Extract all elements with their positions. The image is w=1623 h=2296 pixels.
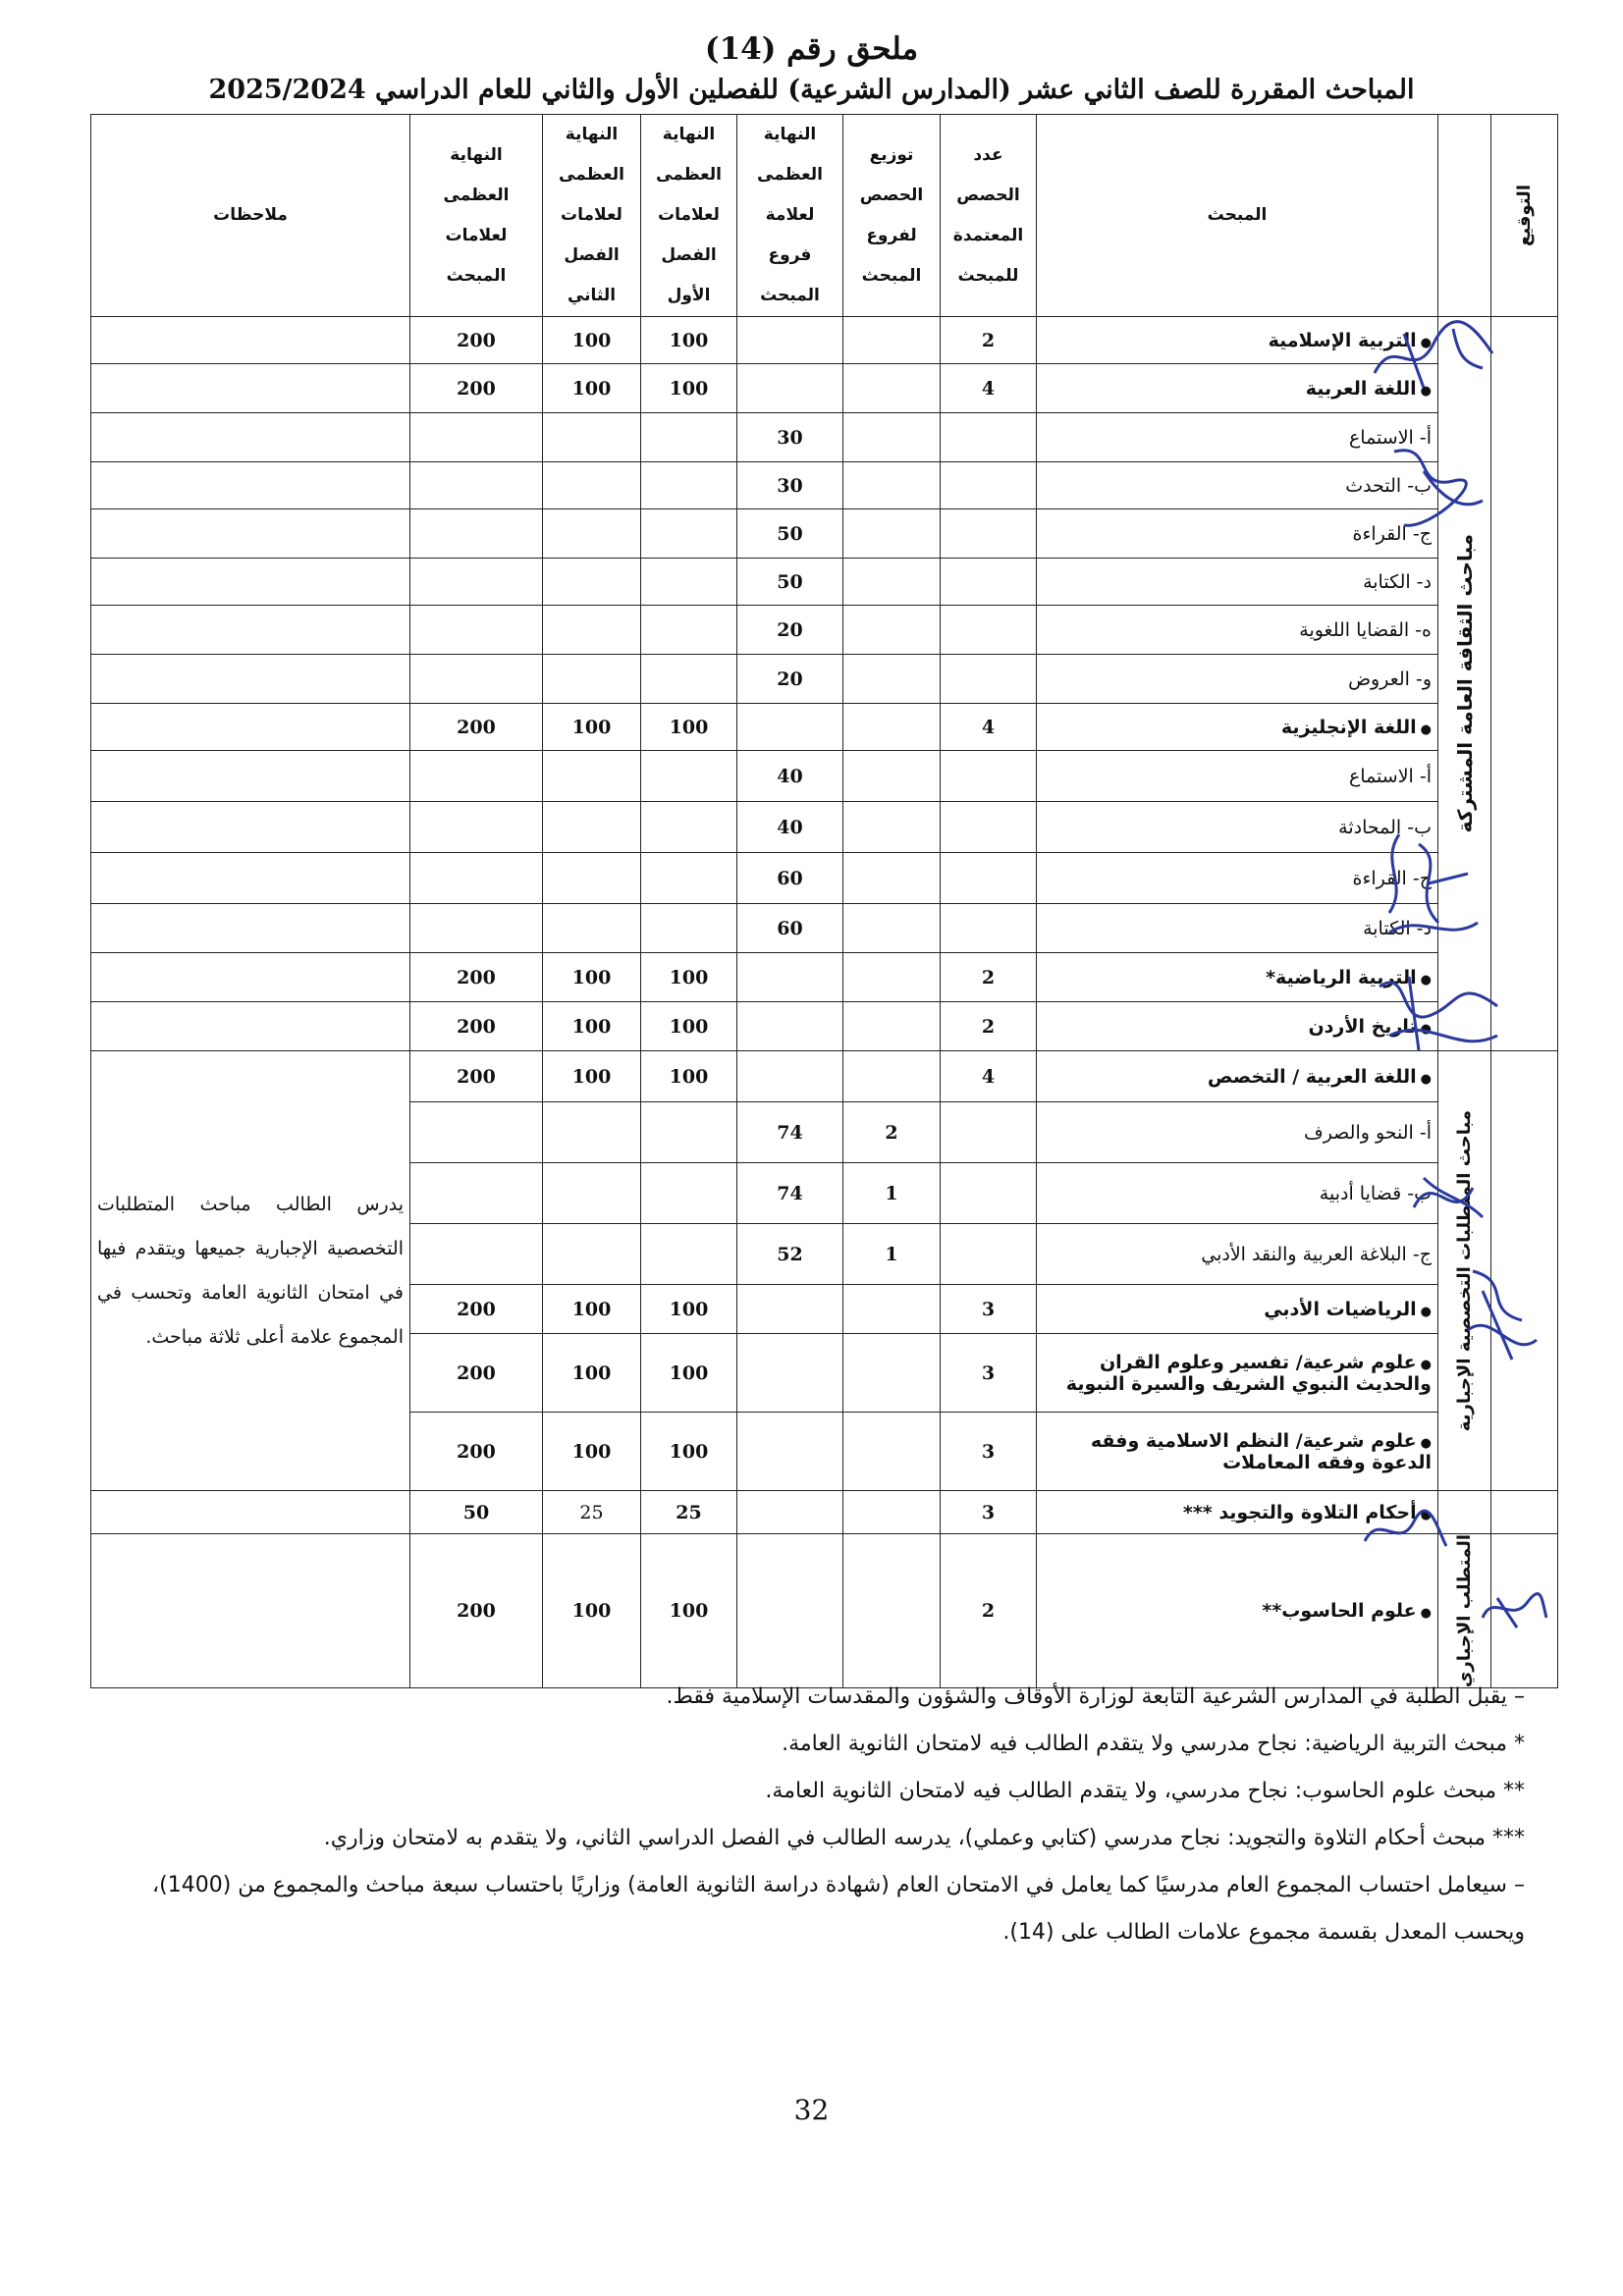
- branch-max-cell: 30: [737, 413, 843, 462]
- footnote: *** مبحث أحكام التلاوة والتجويد: نجاح مدرسي (كتابي وعملي)، يدرسه الطالب في الفصل الدراسي الثاني، ولا يتقدم به لامتحان وزاري.: [323, 1826, 1525, 1850]
- subject-max-cell: 50: [410, 1491, 543, 1534]
- periods-cell: [941, 606, 1037, 655]
- header-periods: عدد الحصص المعتمدة للمبحث: [941, 115, 1037, 317]
- table-row: [91, 1002, 1558, 1051]
- footnote: ** مبحث علوم الحاسوب: نجاح مدرسي، ولا يتقدم الطالب فيه لامتحان الثانوية العامة.: [765, 1779, 1525, 1803]
- distribution-cell: [843, 317, 941, 364]
- sem2-max-cell: [543, 606, 641, 655]
- sem1-max-cell: 100: [641, 317, 737, 364]
- sem1-max-cell: [641, 655, 737, 704]
- subject-label: ج- القراءة: [1352, 522, 1432, 545]
- subject-name: [1037, 1491, 1438, 1534]
- branch-name: [1037, 751, 1438, 802]
- table-row: [91, 317, 1558, 364]
- distribution-cell: [843, 802, 941, 853]
- subject-max-cell: 200: [410, 317, 543, 364]
- subject-label: علوم شرعية/ النظم الاسلامية وفقه الدعوة وفقه المعاملات: [1090, 1429, 1432, 1473]
- sem1-max-cell: 100: [641, 704, 737, 751]
- branch-name: [1037, 655, 1438, 704]
- distribution-cell: [843, 655, 941, 704]
- sem2-max-cell: 100: [543, 1534, 641, 1688]
- notes-cell: [91, 953, 410, 1002]
- distribution-cell: 2: [843, 1102, 941, 1163]
- distribution-cell: [843, 1491, 941, 1534]
- table-row: [91, 1534, 1558, 1688]
- header-sem1-max: النهاية العظمى لعلامات الفصل الأول: [641, 115, 737, 317]
- table-row: [91, 364, 1558, 413]
- group-text: مباحث الثقافة العامة المشتركة: [1452, 534, 1477, 833]
- branch-name: [1037, 559, 1438, 606]
- distribution-cell: [843, 953, 941, 1002]
- branch-max-cell: 74: [737, 1102, 843, 1163]
- branch-max-cell: [737, 364, 843, 413]
- periods-cell: [941, 853, 1037, 904]
- subjects-table: [90, 114, 1558, 1688]
- branch-name: [1037, 1163, 1438, 1224]
- sem1-max-cell: [641, 606, 737, 655]
- sem2-max-cell: [543, 1163, 641, 1224]
- subject-name: [1037, 317, 1438, 364]
- branch-max-cell: [737, 317, 843, 364]
- sem1-max-cell: [641, 413, 737, 462]
- group-label-general: [1438, 317, 1491, 1051]
- distribution-cell: [843, 853, 941, 904]
- distribution-cell: [843, 904, 941, 953]
- header-subject-max: النهاية العظمى لعلامات المبحث: [410, 115, 543, 317]
- subject-max-cell: 200: [410, 1413, 543, 1491]
- notes-cell: [91, 606, 410, 655]
- branch-max-cell: 40: [737, 802, 843, 853]
- subject-max-cell: 200: [410, 1334, 543, 1413]
- sem2-max-cell: 100: [543, 953, 641, 1002]
- subject-max-cell: [410, 1224, 543, 1285]
- periods-cell: 2: [941, 1534, 1037, 1688]
- notes-cell: [91, 853, 410, 904]
- sem2-max-cell: [543, 655, 641, 704]
- subject-max-cell: [410, 904, 543, 953]
- bullet-icon: ●: [1420, 1304, 1432, 1319]
- subject-label: علوم الحاسوب**: [1262, 1600, 1417, 1623]
- group-cell: [1438, 1491, 1491, 1534]
- notes-specialized: يدرس الطالب مباحث المتطلبات التخصصية الإجبارية جميعها ويتقدم فيها في امتحان الثانوية العامة وتحسب في المجموع علامة أعلى ثلاثة مباحث.: [91, 1051, 410, 1491]
- branch-max-cell: [737, 1491, 843, 1534]
- subject-label: ب- قضايا أدبية: [1319, 1182, 1432, 1204]
- sem1-max-cell: [641, 559, 737, 606]
- subject-max-cell: 200: [410, 1051, 543, 1102]
- branch-max-cell: 74: [737, 1163, 843, 1224]
- sem2-max-cell: 100: [543, 704, 641, 751]
- subject-max-cell: 200: [410, 364, 543, 413]
- bullet-icon: ●: [1420, 335, 1432, 350]
- branch-name: [1037, 462, 1438, 509]
- subject-max-cell: 200: [410, 1002, 543, 1051]
- periods-cell: [941, 509, 1037, 559]
- subject-label: أحكام التلاوة والتجويد ***: [1182, 1501, 1417, 1523]
- periods-cell: 3: [941, 1491, 1037, 1534]
- sem2-max-cell: 100: [543, 1334, 641, 1413]
- sem1-max-cell: [641, 1163, 737, 1224]
- subject-name: [1037, 1285, 1438, 1334]
- distribution-cell: [843, 1413, 941, 1491]
- bullet-icon: ●: [1420, 1021, 1432, 1037]
- table-row: [91, 904, 1558, 953]
- sem1-max-cell: [641, 802, 737, 853]
- group-label-mandatory: [1438, 1534, 1491, 1688]
- periods-cell: [941, 751, 1037, 802]
- bullet-icon: ●: [1420, 1606, 1432, 1622]
- distribution-cell: [843, 1334, 941, 1413]
- sem2-max-cell: [543, 509, 641, 559]
- sem1-max-cell: 100: [641, 364, 737, 413]
- subject-max-cell: [410, 1163, 543, 1224]
- sem2-max-cell: [543, 559, 641, 606]
- subject-label: ه- القضايا اللغوية: [1299, 618, 1432, 641]
- subject-label: الرياضيات الأدبي: [1264, 1298, 1417, 1320]
- subject-label: ج- البلاغة العربية والنقد الأدبي: [1201, 1243, 1432, 1265]
- sem2-max-cell: 100: [543, 364, 641, 413]
- periods-cell: 3: [941, 1413, 1037, 1491]
- subject-max-cell: [410, 462, 543, 509]
- subject-name: [1037, 1002, 1438, 1051]
- sem1-max-cell: 100: [641, 1534, 737, 1688]
- bullet-icon: ●: [1420, 1507, 1432, 1522]
- periods-cell: 3: [941, 1334, 1037, 1413]
- branch-max-cell: 30: [737, 462, 843, 509]
- branch-max-cell: 60: [737, 853, 843, 904]
- bullet-icon: ●: [1420, 383, 1432, 399]
- sem2-max-cell: 100: [543, 1002, 641, 1051]
- table-row: [91, 953, 1558, 1002]
- subject-label: أ- الاستماع: [1348, 426, 1432, 449]
- subject-label: ب- التحدث: [1345, 474, 1432, 497]
- subject-label: التربية الإسلامية: [1268, 329, 1417, 351]
- table-row: [91, 1491, 1558, 1534]
- group-text: المتطلب الإجباري: [1454, 1534, 1475, 1688]
- subject-label: علوم شرعية/ تفسير وعلوم القران والحديث النبوي الشريف والسيرة النبوية: [1065, 1351, 1432, 1395]
- notes-cell: [91, 317, 410, 364]
- sem2-max-cell: 100: [543, 317, 641, 364]
- subject-label: ب- المحادثة: [1338, 816, 1432, 838]
- notes-cell: [91, 413, 410, 462]
- header-branch-max: النهاية العظمى لعلامة فروع المبحث: [737, 115, 843, 317]
- notes-cell: [91, 802, 410, 853]
- periods-cell: [941, 655, 1037, 704]
- branch-max-cell: [737, 704, 843, 751]
- branch-max-cell: [737, 1051, 843, 1102]
- subject-max-cell: 200: [410, 704, 543, 751]
- distribution-cell: [843, 413, 941, 462]
- header-notes: ملاحظات: [91, 115, 410, 317]
- branch-name: [1037, 904, 1438, 953]
- subject-name: [1037, 1413, 1438, 1491]
- page-subtitle: المباحث المقررة للصف الثاني عشر (المدارس الشرعية) للفصلين الأول والثاني للعام الدراسي 2025/2024: [208, 75, 1415, 105]
- periods-cell: [941, 904, 1037, 953]
- subject-max-cell: [410, 853, 543, 904]
- sem2-max-cell: [543, 413, 641, 462]
- sem2-max-cell: [543, 802, 641, 853]
- branch-max-cell: [737, 1002, 843, 1051]
- distribution-cell: [843, 1285, 941, 1334]
- subject-label: د- الكتابة: [1363, 570, 1432, 593]
- sem1-max-cell: [641, 751, 737, 802]
- table-row: [91, 509, 1558, 559]
- branch-max-cell: [737, 1334, 843, 1413]
- periods-cell: 4: [941, 704, 1037, 751]
- subject-name: [1037, 1534, 1438, 1688]
- sem1-max-cell: [641, 509, 737, 559]
- subject-max-cell: 200: [410, 1285, 543, 1334]
- distribution-cell: [843, 559, 941, 606]
- table-row: [91, 853, 1558, 904]
- branch-max-cell: [737, 1413, 843, 1491]
- footnote: – يقبل الطلبة في المدارس الشرعية التابعة لوزارة الأوقاف والشؤون والمقدسات الإسلامية فقط.: [666, 1684, 1525, 1709]
- header-sem2-max: النهاية العظمى لعلامات الفصل الثاني: [543, 115, 641, 317]
- branch-max-cell: 40: [737, 751, 843, 802]
- notes-cell: [91, 904, 410, 953]
- header-signature: التوقيع: [1491, 115, 1558, 317]
- subject-max-cell: 200: [410, 1534, 543, 1688]
- subject-name: [1037, 364, 1438, 413]
- sem1-max-cell: [641, 1224, 737, 1285]
- sem2-max-cell: [543, 853, 641, 904]
- bullet-icon: ●: [1420, 1357, 1432, 1372]
- sem1-max-cell: [641, 1102, 737, 1163]
- sem1-max-cell: 100: [641, 1051, 737, 1102]
- sem2-max-cell: [543, 1224, 641, 1285]
- subject-name: [1037, 1051, 1438, 1102]
- group-text: مباحث المتطلبات التخصصية الإجبارية: [1454, 1109, 1475, 1432]
- periods-cell: 4: [941, 1051, 1037, 1102]
- distribution-cell: [843, 509, 941, 559]
- annex-title: ملحق رقم (14): [704, 31, 919, 67]
- footnotes: [91, 1674, 1525, 1956]
- sem2-max-cell: 100: [543, 1051, 641, 1102]
- subject-label: ج- القراءة: [1352, 867, 1432, 889]
- subject-label: د- الكتابة: [1363, 917, 1432, 939]
- notes-cell: [91, 1534, 410, 1688]
- periods-cell: [941, 462, 1037, 509]
- sem2-max-cell: 100: [543, 1285, 641, 1334]
- signature-cell: [1491, 317, 1558, 1051]
- sem1-max-cell: 100: [641, 953, 737, 1002]
- sem1-max-cell: [641, 853, 737, 904]
- table-row: [91, 704, 1558, 751]
- notes-cell: [91, 704, 410, 751]
- branch-max-cell: 52: [737, 1224, 843, 1285]
- table-row: [91, 802, 1558, 853]
- header-subject: المبحث: [1037, 115, 1438, 317]
- branch-max-cell: 20: [737, 606, 843, 655]
- branch-max-cell: 50: [737, 509, 843, 559]
- sem1-max-cell: [641, 462, 737, 509]
- subject-label: اللغة العربية / التخصص: [1207, 1065, 1417, 1088]
- subject-label: التربية الرياضية*: [1266, 966, 1417, 988]
- subject-name: [1037, 704, 1438, 751]
- notes-cell: [91, 751, 410, 802]
- distribution-cell: [843, 364, 941, 413]
- sem1-max-cell: 100: [641, 1285, 737, 1334]
- periods-cell: [941, 1224, 1037, 1285]
- subject-max-cell: 200: [410, 953, 543, 1002]
- sem2-max-cell: [543, 751, 641, 802]
- periods-cell: 3: [941, 1285, 1037, 1334]
- sem1-max-cell: 100: [641, 1413, 737, 1491]
- table-row: [91, 655, 1558, 704]
- branch-max-cell: 50: [737, 559, 843, 606]
- sem1-max-cell: [641, 904, 737, 953]
- subject-max-cell: [410, 802, 543, 853]
- distribution-cell: [843, 1534, 941, 1688]
- subject-label: أ- الاستماع: [1348, 765, 1432, 787]
- notes-cell: [91, 655, 410, 704]
- bullet-icon: ●: [1420, 1071, 1432, 1087]
- bullet-icon: ●: [1420, 972, 1432, 988]
- table-row: [91, 462, 1558, 509]
- periods-cell: 2: [941, 317, 1037, 364]
- notes-cell: [91, 462, 410, 509]
- subject-max-cell: [410, 751, 543, 802]
- notes-cell: [91, 509, 410, 559]
- sem2-max-cell: [543, 462, 641, 509]
- header-row: [91, 115, 1558, 317]
- distribution-cell: [843, 462, 941, 509]
- notes-cell: [91, 559, 410, 606]
- branch-name: [1037, 413, 1438, 462]
- table-row: [91, 751, 1558, 802]
- header-group: [1438, 115, 1491, 317]
- branch-name: [1037, 1102, 1438, 1163]
- subject-label: تاريخ الأردن: [1308, 1015, 1417, 1038]
- table-row: [91, 559, 1558, 606]
- sem2-max-cell: [543, 904, 641, 953]
- branch-max-cell: 20: [737, 655, 843, 704]
- distribution-cell: 1: [843, 1163, 941, 1224]
- subject-label: اللغة الإنجليزية: [1280, 716, 1417, 738]
- subject-max-cell: [410, 509, 543, 559]
- subject-max-cell: [410, 559, 543, 606]
- periods-cell: [941, 559, 1037, 606]
- periods-cell: [941, 802, 1037, 853]
- page-number: 32: [793, 2094, 830, 2126]
- footnote: – سيعامل احتساب المجموع العام مدرسيًا كما يعامل في الامتحان العام (شهادة دراسة الثانوية العامة) وزاريًا باحتساب سبعة مباحث والمجموع من (1400)، ويحسب المعدل بقسمة مجموع علامات الطالب على (14).: [152, 1873, 1525, 1945]
- periods-cell: [941, 1102, 1037, 1163]
- subject-name: [1037, 953, 1438, 1002]
- sem2-max-cell: 25: [543, 1491, 641, 1534]
- table-row: [91, 606, 1558, 655]
- subject-label: أ- النحو والصرف: [1304, 1121, 1432, 1144]
- periods-cell: [941, 1163, 1037, 1224]
- header-distribution: توزيع الحصص لفروع المبحث: [843, 115, 941, 317]
- distribution-cell: [843, 751, 941, 802]
- periods-cell: 2: [941, 953, 1037, 1002]
- table-row: [91, 413, 1558, 462]
- branch-name: [1037, 853, 1438, 904]
- periods-cell: 2: [941, 1002, 1037, 1051]
- subject-max-cell: [410, 413, 543, 462]
- distribution-cell: [843, 1051, 941, 1102]
- subject-label: و- العروض: [1348, 667, 1432, 690]
- bullet-icon: ●: [1420, 721, 1432, 737]
- subject-label: اللغة العربية: [1305, 377, 1417, 400]
- distribution-cell: [843, 704, 941, 751]
- sem2-max-cell: [543, 1102, 641, 1163]
- periods-cell: [941, 413, 1037, 462]
- branch-name: [1037, 606, 1438, 655]
- signature-cell: [1491, 1534, 1558, 1688]
- branch-name: [1037, 509, 1438, 559]
- subject-max-cell: [410, 655, 543, 704]
- distribution-cell: 1: [843, 1224, 941, 1285]
- distribution-cell: [843, 606, 941, 655]
- subject-max-cell: [410, 1102, 543, 1163]
- subject-max-cell: [410, 606, 543, 655]
- branch-name: [1037, 802, 1438, 853]
- group-label-specialized: [1438, 1051, 1491, 1491]
- bullet-icon: ●: [1420, 1435, 1432, 1451]
- notes-cell: [91, 1491, 410, 1534]
- branch-max-cell: [737, 953, 843, 1002]
- sem1-max-cell: 25: [641, 1491, 737, 1534]
- notes-cell: [91, 364, 410, 413]
- notes-cell: [91, 1002, 410, 1051]
- footnote: * مبحث التربية الرياضية: نجاح مدرسي ولا يتقدم الطالب فيه لامتحان الثانوية العامة.: [782, 1732, 1525, 1756]
- signature-cell: [1491, 1051, 1558, 1491]
- sem1-max-cell: 100: [641, 1334, 737, 1413]
- sem1-max-cell: 100: [641, 1002, 737, 1051]
- sem2-max-cell: 100: [543, 1413, 641, 1491]
- branch-max-cell: [737, 1285, 843, 1334]
- branch-name: [1037, 1224, 1438, 1285]
- table-row: [91, 1051, 1558, 1102]
- distribution-cell: [843, 1002, 941, 1051]
- subject-name: [1037, 1334, 1438, 1413]
- branch-max-cell: [737, 1534, 843, 1688]
- periods-cell: 4: [941, 364, 1037, 413]
- branch-max-cell: 60: [737, 904, 843, 953]
- signature-cell: [1491, 1491, 1558, 1534]
